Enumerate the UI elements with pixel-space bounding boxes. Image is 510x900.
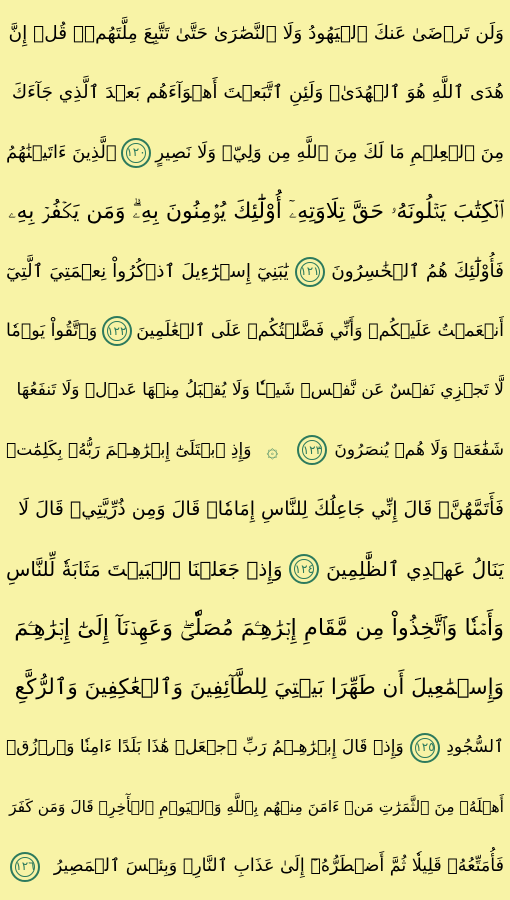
ayah-number-marker: ١٢٦ xyxy=(10,852,40,882)
quran-line xyxy=(6,361,504,421)
verse-text: وَٱتَّقُواْ يَوۡمٗا xyxy=(6,320,98,341)
ayah-number-marker: ١٢٥ xyxy=(410,733,440,763)
verse-text: وَإِسۡمَٰعِيلَ أَن طَهِّرَا بَيۡتِيَ لِلطَّآئِفِينَ وَٱلۡعَٰكِفِينَ وَٱلرُّكَّعِ xyxy=(14,675,504,701)
verse-text: لَّا تَجۡزِي نَفۡسٌ عَن نَّفۡسٖ شَيۡـٔٗا وَلَا يُقۡبَلُ مِنۡهَا عَدۡلٞ وَلَا تَنفَعُهَا xyxy=(16,380,504,401)
quran-line xyxy=(6,659,504,719)
verse-text: وَأَمۡنٗا وَٱتَّخِذُواْ مِن مَّقَامِ إِبۡرَٰهِـۧمَ مُصَلّٗىۖ وَعَهِدۡنَآ إِلَىٰٓ إِبۡرَٰهِـۧمَ xyxy=(14,615,504,642)
quran-line xyxy=(6,242,504,302)
verse-text: أَنۡعَمۡتُ عَلَيۡكُمۡ وَأَنِّي فَضَّلۡتُكُمۡ عَلَى ٱلۡعَٰلَمِينَ xyxy=(136,320,504,341)
quran-line xyxy=(6,183,504,243)
quran-line xyxy=(6,64,504,124)
quran-line xyxy=(6,302,504,362)
verse-text: وَإِذۡ قَالَ إِبۡرَٰهِـۧمُ رَبِّ ٱجۡعَلۡ هَٰذَا بَلَدًا ءَامِنٗا وَٱرۡزُقۡ xyxy=(6,737,404,758)
verse-text: يَٰبَنِيٓ إِسۡرَٰٓءِيلَ ٱذۡكُرُواْ نِعۡمَتِيَ ٱلَّتِيٓ xyxy=(6,260,289,282)
quran-line xyxy=(6,421,504,481)
verse-text: ٱلسُّجُودِ xyxy=(446,737,504,758)
quran-line xyxy=(6,837,504,897)
verse-text: شَفَٰعَةٞ وَلَا هُمۡ يُنصَرُونَ xyxy=(334,439,504,460)
rub-el-hizb-icon: ۞ xyxy=(266,438,279,463)
verse-text: فَأَتَمَّهُنَّۖ قَالَ إِنِّي جَاعِلُكَ لِلنَّاسِ إِمَامٗاۖ قَالَ وَمِن ذُرِّيَّتِيۖ قَالَ لَا xyxy=(18,498,504,521)
verse-text: أَهۡلَهُۥ مِنَ ٱلثَّمَرَٰتِ مَنۡ ءَامَنَ مِنۡهُم بِٱللَّهِ وَٱلۡيَوۡمِ ٱلۡأٓخِرِۚ قَالَ وَمَن كَفَرَ xyxy=(9,797,504,816)
verse-text: ٱلَّذِينَ ءَاتَيۡنَٰهُمُ xyxy=(6,141,117,163)
verse-text: ٱلۡكِتَٰبَ يَتۡلُونَهُۥ حَقَّ تِلَاوَتِهِۦٓ أُوْلَٰٓئِكَ يُؤۡمِنُونَ بِهِۦۗ وَمَن يَكۡفُرۡ بِهِۦ xyxy=(8,199,504,225)
verse-text: فَأُوْلَٰٓئِكَ هُمُ ٱلۡخَٰسِرُونَ xyxy=(331,260,504,282)
verse-text: يَنَالُ عَهۡدِي ٱلظَّٰلِمِينَ xyxy=(326,557,504,582)
verse-text: مِنَ ٱلۡعِلۡمِ مَا لَكَ مِنَ ٱللَّهِ مِن وَلِيّٖ وَلَا نَصِيرٍ xyxy=(155,141,504,163)
ayah-number-marker: ١٢٢ xyxy=(102,316,132,346)
verse-text: وَإِذِ ٱبۡتَلَىٰٓ إِبۡرَٰهِـۧمَ رَبُّهُۥ بِكَلِمَٰتٖ xyxy=(6,439,252,460)
ayah-number-marker: ١٢٣ xyxy=(297,435,327,465)
ayah-number-marker: ١٢١ xyxy=(295,257,325,287)
ayah-number-marker: ١٢٤ xyxy=(289,554,319,584)
quran-line xyxy=(6,718,504,778)
verse-text: فَأُمَتِّعُهُۥ قَلِيلٗا ثُمَّ أَضۡطَرُّهُۥٓ إِلَىٰ عَذَابِ ٱلنَّارِۖ وَبِئۡسَ ٱلۡمَصِيرُ xyxy=(53,856,504,877)
ayah-number-marker: ١٢٠ xyxy=(121,138,151,168)
verse-text: وَلَن تَرۡضَىٰ عَنكَ ٱلۡيَهُودُ وَلَا ٱلنَّصَٰرَىٰ حَتَّىٰ تَتَّبِعَ مِلَّتَهُمۡۗ قُلۡ إِنَّ xyxy=(8,22,504,44)
quran-line xyxy=(6,480,504,540)
quran-line xyxy=(6,778,504,838)
quran-line xyxy=(6,123,504,183)
quran-line xyxy=(6,4,504,64)
verse-text: هُدَى ٱللَّهِ هُوَ ٱلۡهُدَىٰۗ وَلَئِنِ ٱتَّبَعۡتَ أَهۡوَآءَهُم بَعۡدَ ٱلَّذِي جَآءَكَ xyxy=(11,82,504,104)
quran-line xyxy=(6,599,504,659)
quran-line xyxy=(6,540,504,600)
verse-text: وَإِذۡ جَعَلۡنَا ٱلۡبَيۡتَ مَثَابَةٗ لِّلنَّاسِ xyxy=(6,557,283,582)
